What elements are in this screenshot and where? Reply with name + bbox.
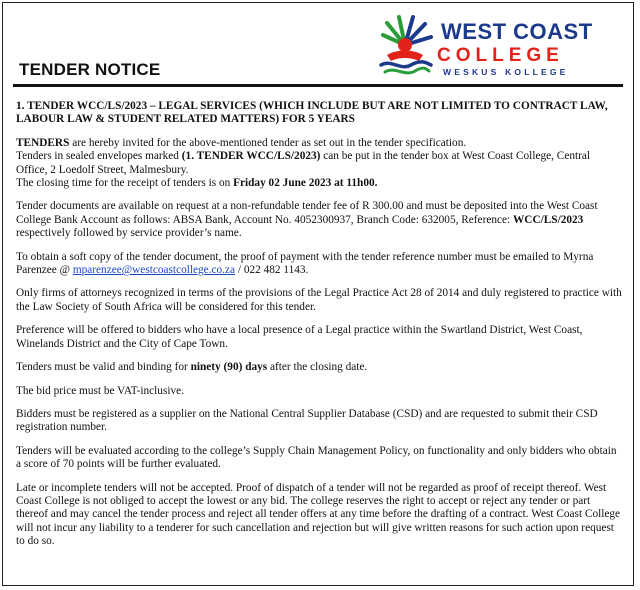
- logo-line-weskus-kollege: WESKUS KOLLEGE: [443, 67, 569, 77]
- payment-reference: WCC/LS/2023: [513, 213, 584, 226]
- notice-body: [16, 100, 624, 559]
- bank-details-text: Tender documents are available on request at a non-refundable tender fee of R 300.00 and must be deposited into the West Coast College Bank Account as follows: ABSA Bank, Account No. 4052300937, Branch Code: 632005, Reference:: [16, 200, 598, 226]
- logo-line-west-coast: WEST COAST: [441, 19, 593, 44]
- validity-period: ninety (90) days: [190, 361, 268, 374]
- paragraph-invitation: [16, 137, 624, 191]
- paragraph-vat: The bid price must be VAT-inclusive.: [16, 384, 184, 397]
- header: [3, 3, 633, 91]
- soft-copy-text: To obtain a soft copy of the tender document, the proof of payment with the tender reference number must be emailed to Myrna Parenzee @: [16, 250, 594, 277]
- college-logo: [377, 15, 597, 79]
- paragraph-eligibility: Only firms of attorneys recognized in terms of the provisions of the Legal Practice Act 28 of 2014 and duly registered to practice with the Law Society of South Africa will be considered for this tender.: [16, 287, 622, 313]
- reference-suffix: respectively followed by service provider’s name.: [16, 227, 242, 240]
- sealed-envelopes-text: Tenders in sealed envelopes marked: [16, 150, 182, 163]
- paragraph-evaluation: Tenders will be evaluated according to the college’s Supply Chain Management Policy, on functionality and only bidders who obtain a score of 70 points will be further evaluated.: [16, 444, 617, 471]
- tender-notice-frame: [2, 2, 634, 586]
- contact-email-link[interactable]: mparenzee@westcoastcollege.co.za: [72, 264, 236, 277]
- invitation-text: are hereby invited for the above-mentioned tender as set out in the tender specification.: [69, 136, 467, 149]
- validity-text: Tenders must be valid and binding for: [16, 361, 191, 374]
- paragraph-csd: Bidders must be registered as a supplier on the National Central Supplier Database (CSD) and are requested to submit their CSD registration number.: [16, 407, 598, 434]
- header-divider: [13, 84, 623, 87]
- closing-date: Friday 02 June 2023 at 11h00.: [233, 177, 378, 190]
- paragraph-soft-copy: [16, 251, 624, 278]
- tender-box-location: can be put in the tender box at West Coast College, Central Office, 2 Loedolf Street, Malmesbury.: [16, 150, 591, 176]
- paragraph-preference: Preference will be offered to bidders who have a local presence of a Legal practice within the Swartland District, West Coast, Winelands District and the City of Cape Town.: [16, 324, 583, 350]
- tender-heading: 1. TENDER WCC/LS/2023 – LEGAL SERVICES (WHICH INCLUDE BUT ARE NOT LIMITED TO CONTRACT LAW, LABOUR LAW & STUDENT RELATED MATTERS) FOR 5 YEARS: [16, 100, 608, 126]
- tenders-keyword: TENDERS: [16, 136, 70, 149]
- contact-phone: / 022 482 1143.: [235, 264, 309, 277]
- logo-emblem-icon: [377, 15, 433, 77]
- closing-time-label: The closing time for the receipt of tenders is on: [16, 177, 234, 190]
- paragraph-validity: [16, 361, 624, 374]
- page-title: TENDER NOTICE: [19, 60, 161, 79]
- paragraph-conditions: Late or incomplete tenders will not be accepted. Proof of dispatch of a tender will not be regarded as proof of receipt thereof. West Coast College is not obliged to accept the lowest or any bid. The college reserves the right to accept or reject any tender or part thereof and may cancel the tender process and reject all tender offers at any time before the drafting of a contract. West Coast College will not incur any liability to a tenderer for such cancellation and rejection but will give written reasons for such action upon request to do so.: [16, 481, 621, 548]
- tender-reference: (1. TENDER WCC/LS/2023): [181, 150, 321, 163]
- paragraph-tender-fee: [16, 200, 624, 240]
- logo-line-college: COLLEGE: [437, 45, 564, 66]
- validity-suffix: after the closing date.: [267, 361, 368, 374]
